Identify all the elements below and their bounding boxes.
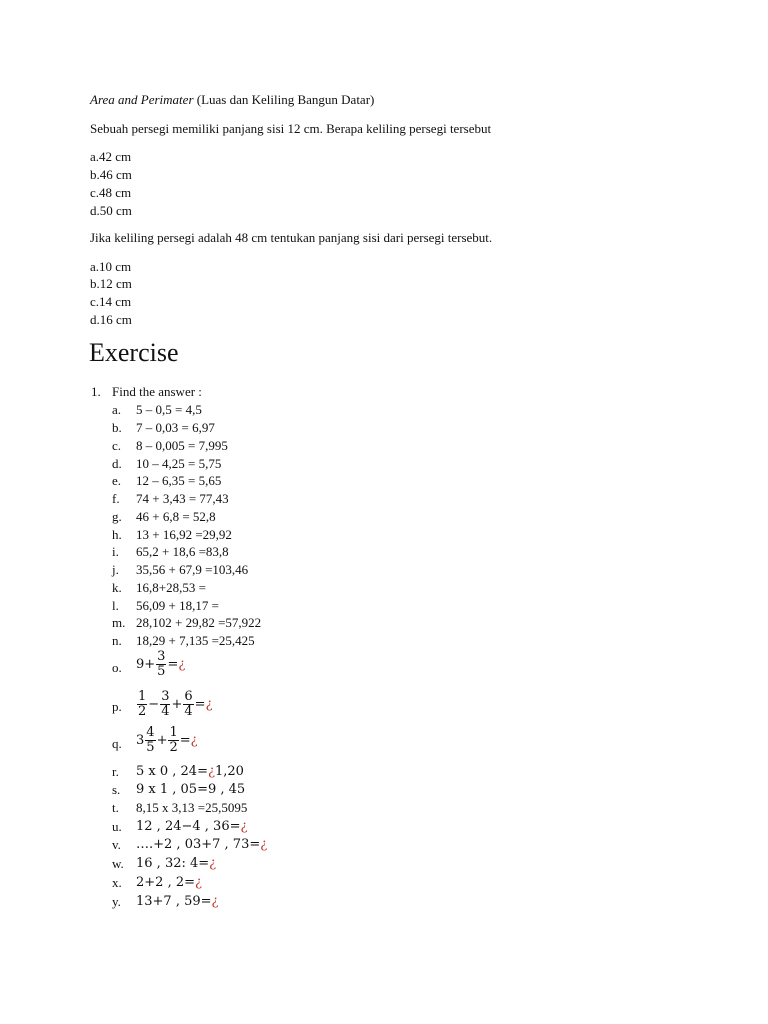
- item-text: Find the answer :: [112, 384, 202, 399]
- list-letter: v.: [112, 837, 121, 852]
- unknown-mark: ¿: [207, 764, 215, 779]
- fraction: [168, 726, 178, 755]
- fraction-denominator: 2: [169, 740, 178, 755]
- list-letter: e.: [112, 473, 122, 488]
- list-expression: [136, 875, 202, 890]
- list-expression: 12 – 6,35 = 5,65: [136, 473, 222, 488]
- fraction: [145, 726, 155, 755]
- unknown-mark: ¿: [260, 837, 268, 852]
- math-term: 12 , 24−4 , 36=: [136, 819, 241, 834]
- unknown-mark: ¿: [195, 875, 202, 890]
- fraction-denominator: 2: [138, 704, 147, 719]
- heading-italic: Area and Perimater: [90, 92, 194, 107]
- list-letter: b.: [112, 420, 122, 435]
- list-letter: t.: [112, 800, 119, 815]
- list-letter: m.: [112, 615, 126, 630]
- question-2-text: Jika keliling persegi adalah 48 cm tentukan panjang sisi dari persegi tersebut.: [90, 230, 493, 245]
- list-letter: p.: [112, 699, 122, 714]
- fraction: [183, 690, 193, 719]
- math-term: 13+7 , 59=: [136, 894, 212, 909]
- list-letter: u.: [112, 819, 122, 834]
- fraction-denominator: 4: [161, 704, 170, 719]
- list-expression: [136, 782, 245, 797]
- list-expression: 56,09 + 18,17 =: [136, 598, 219, 613]
- list-expression: 18,29 + 7,135 =25,425: [136, 633, 255, 648]
- list-letter: h.: [112, 527, 122, 542]
- list-letter: j.: [112, 562, 119, 577]
- list-letter: d.: [112, 456, 122, 471]
- unknown-mark: ¿: [240, 819, 248, 834]
- list-expression: [136, 650, 185, 679]
- list-expression: [136, 856, 216, 871]
- list-letter: x.: [112, 875, 122, 890]
- list-letter: r.: [112, 764, 119, 779]
- list-letter: o.: [112, 660, 122, 675]
- question-2-option-d: d.16 cm: [90, 312, 132, 327]
- list-expression: 13 + 16,92 =29,92: [136, 527, 232, 542]
- item-number: 1.: [91, 384, 101, 399]
- question-2-option-c: c.14 cm: [90, 294, 132, 309]
- fraction-numerator: 3: [157, 649, 166, 664]
- list-expression: 65,2 + 18,6 =83,8: [136, 544, 229, 559]
- fraction: [160, 690, 170, 719]
- fraction-numerator: 1: [169, 725, 178, 740]
- list-expression: 8 – 0,005 = 7,995: [136, 438, 228, 453]
- whole-number: 3: [136, 733, 145, 748]
- unknown-mark: ¿: [209, 856, 217, 871]
- math-term: 16 , 32: 4=: [136, 856, 210, 871]
- list-letter: a.: [112, 402, 122, 417]
- list-expression: [136, 819, 247, 834]
- list-expression: 5 – 0,5 = 4,5: [136, 402, 202, 417]
- math-term: 5 x 0 , 24=: [136, 764, 208, 779]
- operator: −: [148, 697, 160, 712]
- fraction-denominator: 5: [146, 740, 155, 755]
- fraction-denominator: 4: [184, 704, 193, 719]
- list-expression: 74 + 3,43 = 77,43: [136, 491, 229, 506]
- list-expression: 10 – 4,25 = 5,75: [136, 456, 222, 471]
- fraction: [156, 650, 166, 679]
- list-letter: f.: [112, 491, 120, 506]
- list-letter: q.: [112, 736, 122, 751]
- fraction-numerator: 6: [184, 689, 193, 704]
- math-term: 2+2 , 2=: [136, 875, 195, 890]
- unknown-mark: ¿: [190, 733, 198, 748]
- question-1-text: Sebuah persegi memiliki panjang sisi 12 cm. Berapa keliling persegi tersebut: [90, 121, 492, 136]
- list-expression: 16,8+28,53 =: [136, 580, 206, 595]
- list-expression: [136, 689, 213, 719]
- equals-sign: =: [167, 657, 179, 672]
- fraction-numerator: 3: [161, 689, 170, 704]
- unknown-mark: ¿: [178, 657, 186, 672]
- math-term: 9 x 1 , 05=9 , 45: [136, 782, 246, 797]
- question-1-option-a: a.42 cm: [90, 149, 132, 164]
- equals-sign: =: [179, 733, 191, 748]
- list-expression: [136, 837, 267, 852]
- operator: +: [156, 733, 168, 748]
- question-1-option-c: c.48 cm: [90, 185, 132, 200]
- equals-sign: =: [194, 697, 206, 712]
- question-1-option-d: d.50 cm: [90, 203, 132, 218]
- heading-rest: (Luas dan Keliling Bangun Datar): [193, 92, 375, 107]
- question-2-option-b: b.12 cm: [90, 276, 132, 291]
- exercise-title: Exercise: [89, 338, 179, 367]
- list-letter: y.: [112, 894, 121, 909]
- unknown-mark: ¿: [205, 697, 213, 712]
- unknown-mark: ¿: [211, 894, 219, 909]
- question-1-option-b: b.46 cm: [90, 167, 132, 182]
- list-expression: 46 + 6,8 = 52,8: [136, 509, 216, 524]
- math-term: ….+2 , 03+7 , 73=: [136, 837, 261, 852]
- list-letter: g.: [112, 509, 122, 524]
- list-letter: l.: [112, 598, 119, 613]
- question-2-option-a: a.10 cm: [90, 259, 132, 274]
- section-heading: [90, 92, 374, 108]
- fraction-numerator: 1: [138, 689, 147, 704]
- operator: +: [171, 697, 183, 712]
- list-expression: [136, 894, 219, 909]
- fraction: [137, 690, 147, 719]
- fraction-numerator: 4: [146, 725, 155, 740]
- list-letter: w.: [112, 856, 124, 871]
- list-expression: [136, 764, 244, 779]
- fraction-denominator: 5: [157, 664, 166, 679]
- list-letter: c.: [112, 438, 122, 453]
- list-letter: i.: [112, 544, 119, 559]
- list-expression: 7 – 0,03 = 6,97: [136, 420, 215, 435]
- math-term: 8,15 x 3,13 =25,5095: [136, 800, 248, 815]
- list-expression: 28,102 + 29,82 =57,922: [136, 615, 262, 630]
- list-expression: 35,56 + 67,9 =103,46: [136, 562, 249, 577]
- list-letter: n.: [112, 633, 122, 648]
- list-letter: s.: [112, 782, 121, 797]
- list-expression: [136, 726, 198, 755]
- list-letter: k.: [112, 580, 122, 595]
- math-term: 9+: [136, 657, 156, 672]
- list-expression: [136, 800, 247, 816]
- math-answer: 1,20: [214, 764, 244, 779]
